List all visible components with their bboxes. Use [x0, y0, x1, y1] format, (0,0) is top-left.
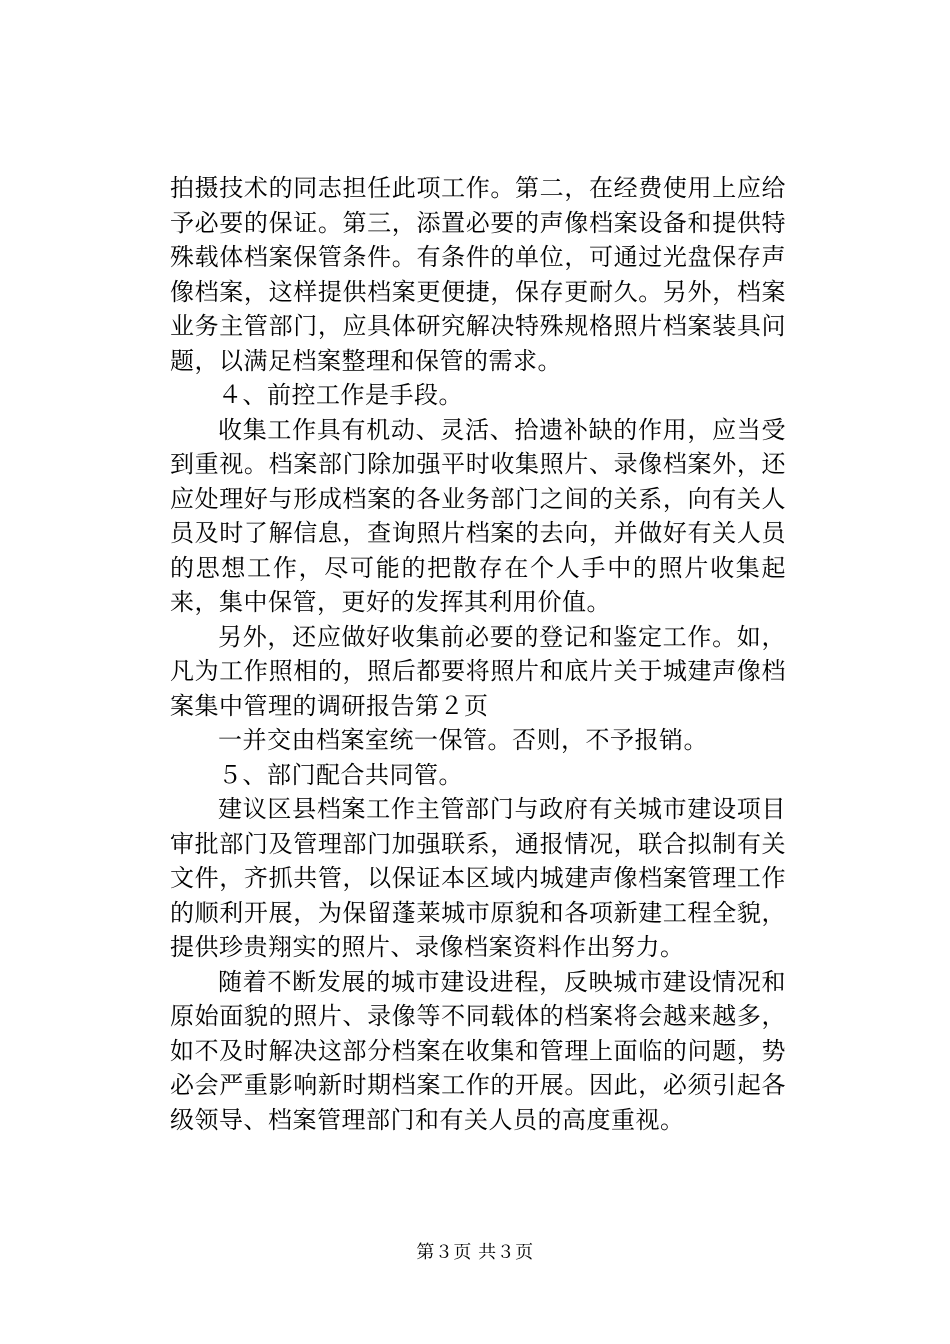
paragraph-5: 一并交由档案室统一保管。否则，不予报销。: [218, 726, 708, 754]
document-body: [170, 171, 786, 1137]
page-footer: 第３页 共３页: [416, 1242, 534, 1263]
paragraph-7: 建议区县档案工作主管部门与政府有关城市建设项目审批部门及管理部门加强联系，通报情况，联合拟制有关文件，齐抓共管，以保证本区域内城建声像档案管理工作的顺利开展，为保留蓬莱城市原貌和各项新建工程全貌，提供珍贵翔实的照片、录像档案资料作出努力。: [170, 795, 786, 961]
paragraph-1: 拍摄技术的同志担任此项工作。第二，在经费使用上应给予必要的保证。第三，添置必要的声像档案设备和提供特殊载体档案保管条件。有条件的单位，可通过光盘保存声像档案，这样提供档案更便捷，保存更耐久。另外，档案业务主管部门，应具体研究解决特殊规格照片档案装具问题，以满足档案整理和保管的需求。: [170, 174, 786, 375]
paragraph-4: 另外，还应做好收集前必要的登记和鉴定工作。如，凡为工作照相的，照后都要将照片和底片关于城建声像档案集中管理的调研报告第２页: [170, 622, 786, 720]
paragraph-8: 随着不断发展的城市建设进程，反映城市建设情况和原始面貌的照片、录像等不同载体的档案将会越来越多，如不及时解决这部分档案在收集和管理上面临的问题，势必会严重影响新时期档案工作的开展。因此，必须引起各级领导、档案管理部门和有关人员的高度重视。: [170, 967, 786, 1134]
paragraph-3: 收集工作具有机动、灵活、拾遗补缺的作用，应当受到重视。档案部门除加强平时收集照片、录像档案外，还应处理好与形成档案的各业务部门之间的关系，向有关人员及时了解信息，查询照片档案的去向，并做好有关人员的思想工作，尽可能的把散存在个人手中的照片收集起来，集中保管，更好的发挥其利用价值。: [170, 415, 786, 616]
paragraph-6-heading: ５、部门配合共同管。: [218, 760, 463, 789]
paragraph-2-heading: ４、前控工作是手段。: [218, 381, 463, 409]
